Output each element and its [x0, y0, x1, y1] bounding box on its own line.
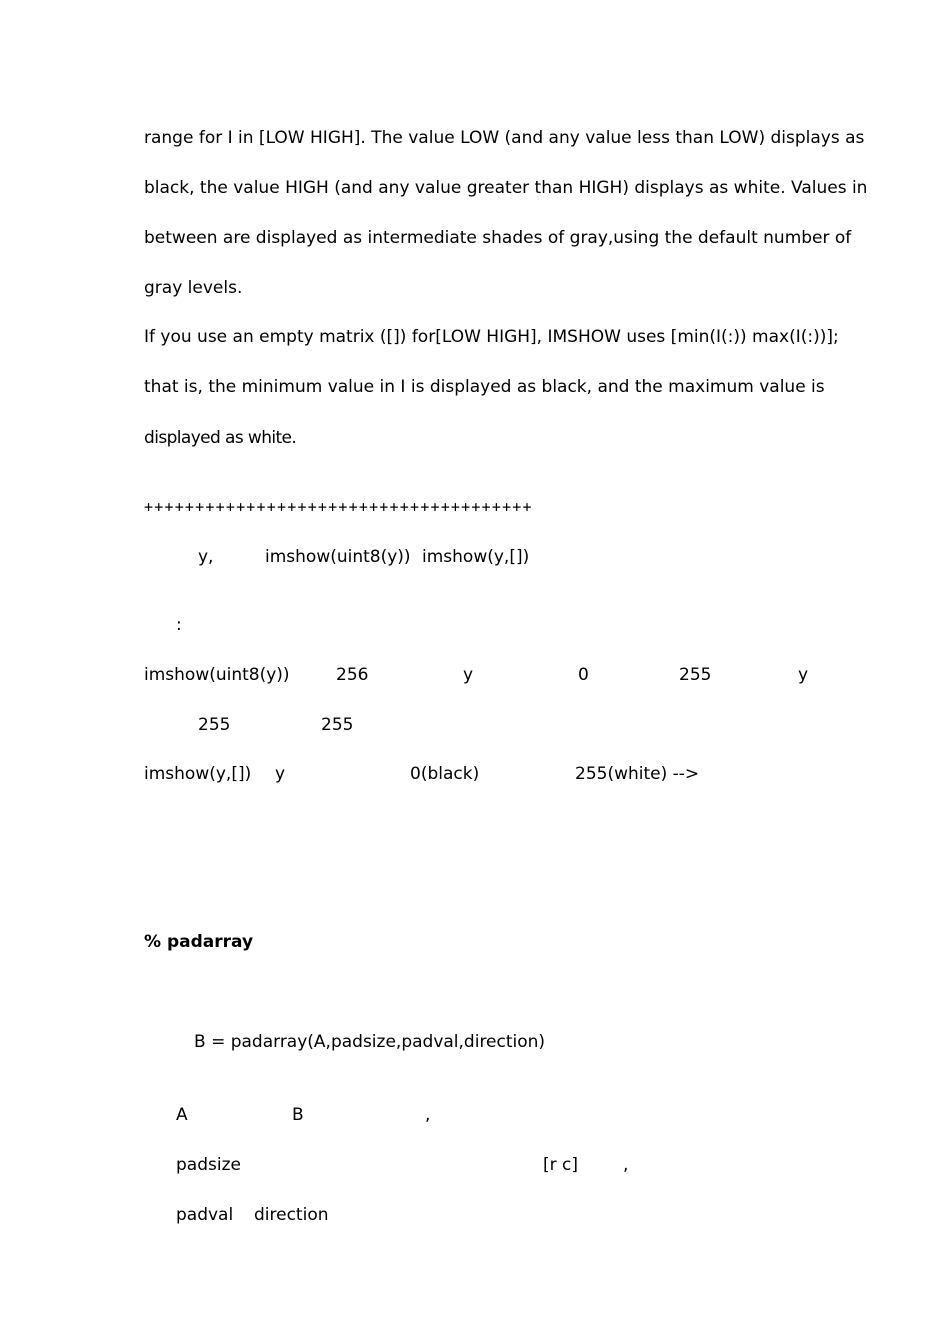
row3-white: 255(white) -->	[575, 764, 700, 784]
row1-255: 255	[679, 665, 712, 685]
row3-y: y	[275, 764, 286, 784]
param-padval: padval	[176, 1205, 234, 1225]
intro-cmd-uint8: imshow(uint8(y))	[265, 547, 411, 567]
param-row2-comma: ,	[623, 1155, 629, 1175]
row3-black: 0(black)	[410, 764, 480, 784]
paragraph2-line-1: If you use an empty matrix ([]) for[LOW HIGH], IMSHOW uses [min(I(:)) max(I(:))];	[144, 327, 839, 347]
row1-zero: 0	[578, 665, 589, 685]
colon-marker: :	[176, 615, 182, 635]
param-padsize: padsize	[176, 1155, 241, 1175]
intro-y: y,	[198, 547, 214, 567]
paragraph2-line-2: that is, the minimum value in I is displayed as black, and the maximum value is	[144, 377, 825, 397]
intro-cmd-empty: imshow(y,[])	[422, 547, 530, 567]
param-a: A	[176, 1105, 188, 1125]
paragraph1-line-1: range for I in [LOW HIGH]. The value LOW (and any value less than LOW) displays as	[144, 128, 865, 148]
padarray-syntax: B = padarray(A,padsize,padval,direction)	[194, 1032, 546, 1052]
row2-255-b: 255	[321, 715, 354, 735]
row3-cmd: imshow(y,[])	[144, 764, 252, 784]
param-direction: direction	[254, 1205, 329, 1225]
paragraph1-line-2: black, the value HIGH (and any value greater than HIGH) displays as white. Values in	[144, 178, 868, 198]
section-heading: % padarray	[144, 932, 254, 952]
row1-y: y	[463, 665, 474, 685]
row2-255-a: 255	[198, 715, 231, 735]
row1-cmd: imshow(uint8(y))	[144, 665, 290, 685]
plus-separator: ++++++++++++++++++++++++++++++++++++++	[144, 498, 533, 516]
paragraph2-line-3: displayed as white.	[144, 428, 297, 448]
param-rc: [r c]	[543, 1155, 579, 1175]
param-b: B	[292, 1105, 304, 1125]
row1-y-end: y	[798, 665, 809, 685]
row1-256: 256	[336, 665, 369, 685]
paragraph1-line-3: between are displayed as intermediate shades of gray,using the default number of	[144, 228, 852, 248]
param-row1-comma: ,	[425, 1105, 431, 1125]
paragraph1-line-4: gray levels.	[144, 278, 243, 298]
